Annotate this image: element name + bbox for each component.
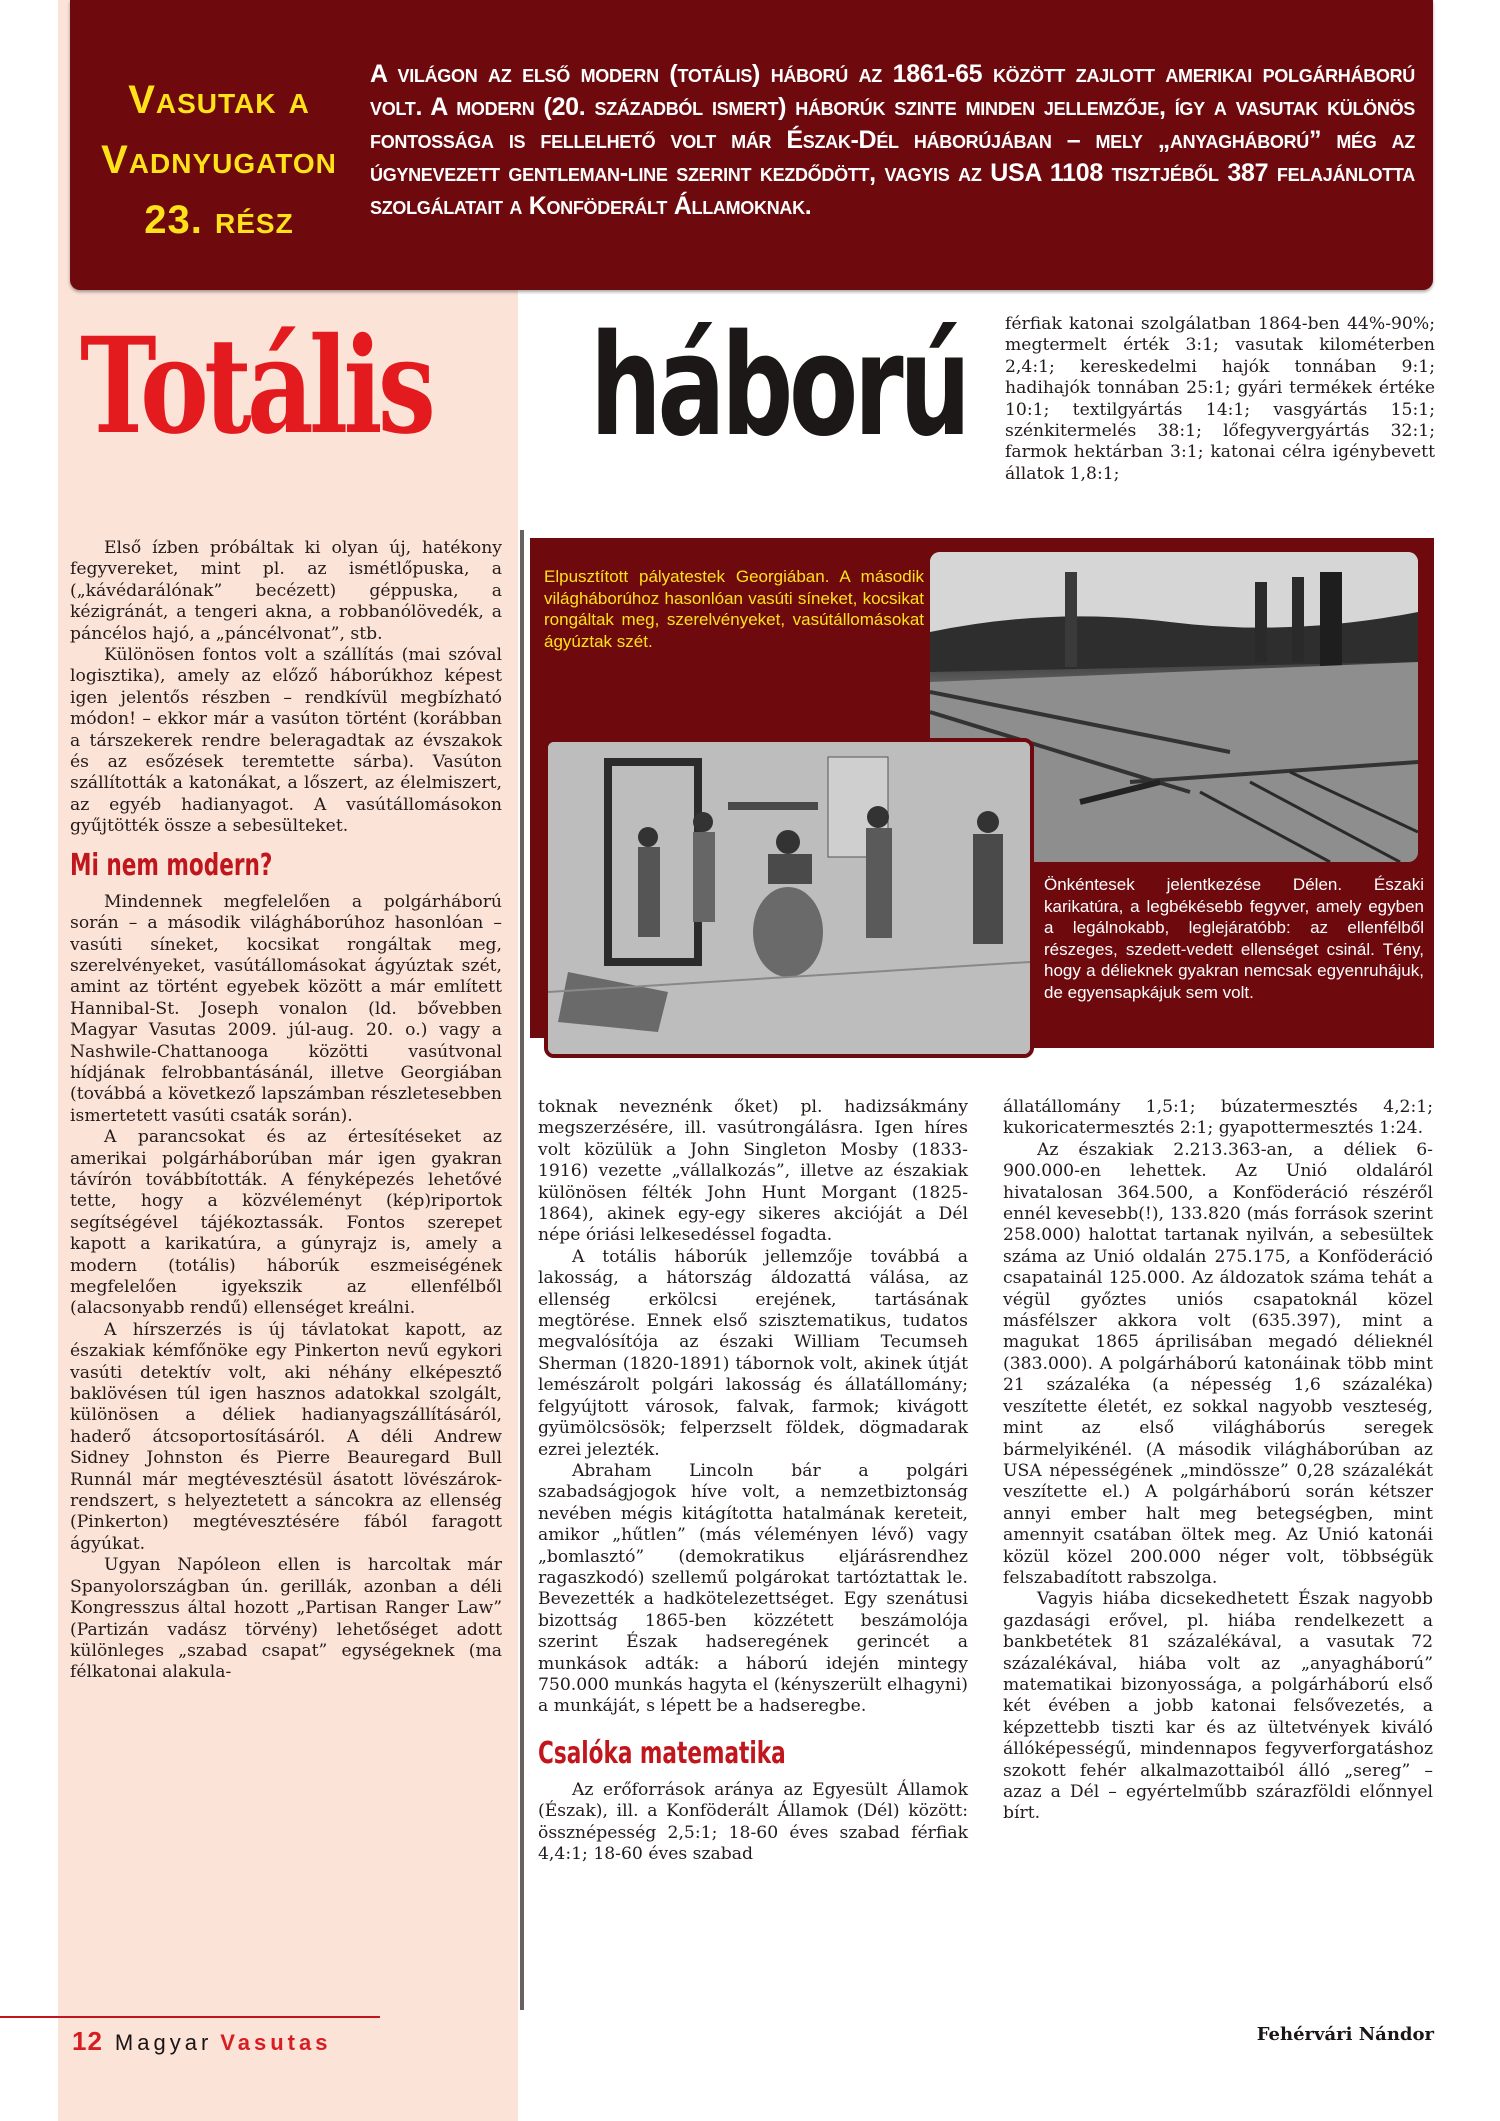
subheading: Mi nem modern? (70, 847, 273, 883)
magazine-prefix: Magyar (114, 2030, 213, 2055)
paragraph: toknak neveznénk őket) pl. hadizsákmány megszerzésére, ill. vasútrongálásra. Igen híres volt közülük a John Singleton Mosby (1833-1916) vezette „vállalkozás”, illetve az északiak különösen félték John Hunt Morgant (1825-1864), akinek egy-egy sikeres akcióját a Dél népe óriási lelkesedéssel fogadta. (538, 1097, 968, 1246)
paragraph: Első ízben próbáltak ki olyan új, hatékony fegyvereket, mint pl. az ismétlőpuska, a („kávédarálónak” becézett) géppuska, a kézigránát, a tengeri akna, a robbanólövedék, a páncélos hajó, a „páncélvonat”, stb. (70, 538, 502, 644)
series-line-1: Vasutak a (128, 78, 310, 122)
column-1 (70, 538, 502, 1684)
photo-caption-2: Önkéntesek jelentkezése Délen. Északi karikatúra, a legbékésebb fegyver, amely egyben a legálnokabb, leglejáratóbb: az ellenfélből részeges, szedett-vedett ellenséget csinál. Tény, hogy a délieknek gyakran nemcsak egyenruhájuk, de egyensapkájuk sem volt. (1044, 875, 1424, 1002)
headline-part-1: Totális (80, 309, 432, 464)
magazine-name: Vasutas (220, 2030, 332, 2055)
paragraph: férfiak katonai szolgálatban 1864-ben 44%-90%; megtermelt érték 3:1; vasutak kilométerben 2,4:1; kereskedelmi hajók tonnában 9:1; hadihajók tonnában 25:1; gyári termékek értéke 10:1; textilgyártás 14:1; vasgyártás 15:1; szénkitermelés 38:1; lőfegyvergyártás 32:1; farmok hektárban 3:1; katonai célra igénybevett állatok 1,8:1; (1005, 314, 1435, 484)
series-title (84, 70, 354, 250)
author-byline: Fehérvári Nándor (1256, 2024, 1434, 2045)
page-number: 12 (72, 2026, 103, 2056)
paragraph: Az erőforrások aránya az Egyesült Államok (Észak), ill. a Konföderált Államok (Dél) között: össznépesség 2,5:1; 18-60 éves szabad férfiak 4,4:1; 18-60 éves szabad (538, 1779, 968, 1864)
series-line-2: Vadnyugaton (101, 138, 337, 182)
paragraph: állatállomány 1,5:1; búzatermesztés 4,2:1; kukoricatermesztés 2:1; gyapottermesztés 1:24. (1003, 1097, 1433, 1139)
column-3 (1003, 1097, 1433, 1825)
page-footer (72, 2026, 331, 2057)
photo-block (530, 538, 1434, 1048)
column-edge-rule (520, 530, 524, 2010)
headline-part-2: háború (590, 305, 967, 468)
series-banner (70, 0, 1433, 290)
paragraph: Ugyan Napóleon ellen is harcoltak már Spanyolországban ún. gerillák, azonban a déli Kongresszus által hozott „Partisan Ranger Law” (Partizán vadász törvény) lehetőséget adott különleges „szabad csapat” egységeknek (ma félkatonai alakula- (70, 1555, 502, 1683)
column-2 (538, 1097, 968, 1865)
paragraph: Abraham Lincoln bár a polgári szabadságjogok híve volt, a nemzetbiztonság nevében mégis kitágította hatalmának kereteit, amikor „hűtlen” (más véleményen lévő) vagy „bomlasztó” (demokratikus eljárásrendhez ragaszkodó) szellemű polgárokat tartóztattak le. Bevezették a hadkötelezettséget. Egy szenátusi bizottság 1865-ben közzétett beszámolója szerint Észak hadseregének gerincét a munkások adták: a háború idején mintegy 750.000 munkás hagyta el (kényszerült elhagyni) a munkáját, s lépett be a hadseregbe. (538, 1460, 968, 1717)
photo-caption-1: Elpusztított pályatestek Georgiában. A második világháborúhoz hasonlóan vasúti síneket, kocsikat rongáltak meg, szerelvényeket, vasútállomásokat ágyúztak szét. (544, 567, 924, 651)
footer-rule (0, 2016, 380, 2018)
subheading: Csalóka matematika (538, 1735, 786, 1771)
series-line-3: 23. rész (144, 198, 294, 242)
paragraph: Mindennek megfelelően a polgárháború során – a második világháborúhoz hasonlóan – vasúti síneket, kocsikat rongáltak meg, szerelvényeket, vasútállomásokat ágyúztak szét, amint az történt egyebek között a már említett Hannibal-St. Joseph vonalon (ld. bővebben Magyar Vasutas 2009. júl-aug. 20. o.) vagy a Nashwile-Chattanooga közötti vasútvonal hídjának felrobbantásánál, illetve Georgiában (továbbá a következő lapszámban részletesebben ismertetett vasúti csaták során). (70, 891, 502, 1126)
caricature-illustration (544, 738, 1034, 1058)
paragraph: Vagyis hiába dicsekedhetett Észak nagyobb gazdasági erővel, pl. hiába rendelkezett a bankbetétek 81 százalékával, a vasutak 72 százalékával, hiába volt az „anyagháború” matematikai bizonyossága, a polgárháború első két évében a jobb katonai felsővezetés, a képzettebb tiszti kar és az ültetvények kiváló állóképességű, mindennapos fegyverforgatáshoz szokott fehér alkalmazottaiból álló „sereg” – azaz a Dél – egyértelműbb szárazföldi előnnyel bírt. (1003, 1589, 1433, 1824)
lead-paragraph: A világon az első modern (totális) háború az 1861-65 között zajlott amerikai polgárháború volt. A modern (20. századból ismert) háborúk szinte minden jellemzője, így a vasutak különös fontossága is fellelhető volt már Észak-Dél háborújában – mely „anyagháború” még az úgynevezett gentleman-line szerint kezdődött, vagyis az USA 1108 tisztjéből 387 felajánlotta szolgálatait a Konföderált Államoknak. (370, 60, 1415, 220)
paragraph: A parancsokat és az értesítéseket az amerikai polgárháborúban már igen gyakran távírón továbbították. A fényképezés lehetővé tette, hogy a közvéleményt (kép)riportok segítségével tájékoztassák. Fontos szerepet kapott a karikatúra, a gúnyrajz is, amely a modern (totális) háborúk eszmeiségének megfelelően igyekszik az ellenfélből (alacsonyabb rendű) ellenséget kreálni. (70, 1127, 502, 1319)
paragraph: A hírszerzés is új távlatokat kapott, az északiak kémfőnöke egy Pinkerton nevű egykori vasúti detektív volt, aki néhány elképesztő baklövésen túl igen hasznos adatokkal szolgált, különösen a déliek hadianyagszállításáról, haderő átcsoportosításáról. A déli Andrew Sidney Johnston és Pierre Beauregard Bull Runnál már megtévesztésül ásatott lövészárok-rendszert, s helyeztetett a sáncokra az ellenség (Pinkerton) megtévesztésére fából faragott ágyúkat. (70, 1319, 502, 1554)
paragraph: A totális háborúk jellemzője továbbá a lakosság, a hátország áldozattá válása, az ellenség erkölcsi erejének, tartásának megtörése. Ennek első szisztematikus, tudatos megvalósítója az északi William Tecumseh Sherman (1820-1891) tábornok volt, akinek útját lemészárolt polgári lakosság és állatállomány; felgyújtott városok, falvak, farmok; kivágott gyümölcsösök; felperzselt földek, dögmadarak ezrei jelezték. (538, 1246, 968, 1460)
top-right-column (1005, 314, 1435, 485)
paragraph: Különösen fontos volt a szállítás (mai szóval logisztika), amely az előző háborúkhoz képest igen jelentős részben – rendkívül megbízható módon! – ekkor már a vasúton történt (korábban a társzekerek rendre beleragadtak az évszakok és az esőzések teremtette sárba). Vasúton szállították a katonákat, a lőszert, az élelmiszert, az egyéb hadianyagot. A vasútállomásokon gyűjtötték össze a sebesülteket. (70, 645, 502, 837)
paragraph: Az északiak 2.213.363-an, a déliek 6-900.000-en lehettek. Az Unió oldaláról hivatalosan 364.500, a Konföderáció részéről ennél kevesebb(!), 133.820 (más források szerint 258.000) halottat tartanak nyilván, a sebesültek száma az Unió oldalán 275.175, a Konföderáció csapatainál 125.000. Az áldozatok száma tehát a végül győztes uniós csapatoknál közel másfélszer akkora volt (635.397), mint a magukat 1865 áprilisában megadó délieknél (383.000). A polgárháború katonáinak több mint 21 százaléka (a népesség 1,6 százaléka) veszítette életét, ez sokkal nagyobb veszteség, mint az első világháborús seregek bármelyikénél. (A második világháborúban az USA népességének „mindössze” 0,28 százalékát veszítette el.) A polgárháború során kétszer annyi ember halt meg betegségben, mint amennyit csatában öltek meg. Az Unió katonái közül közel 200.000 néger volt, többségük felszabadított rabszolga. (1003, 1139, 1433, 1588)
